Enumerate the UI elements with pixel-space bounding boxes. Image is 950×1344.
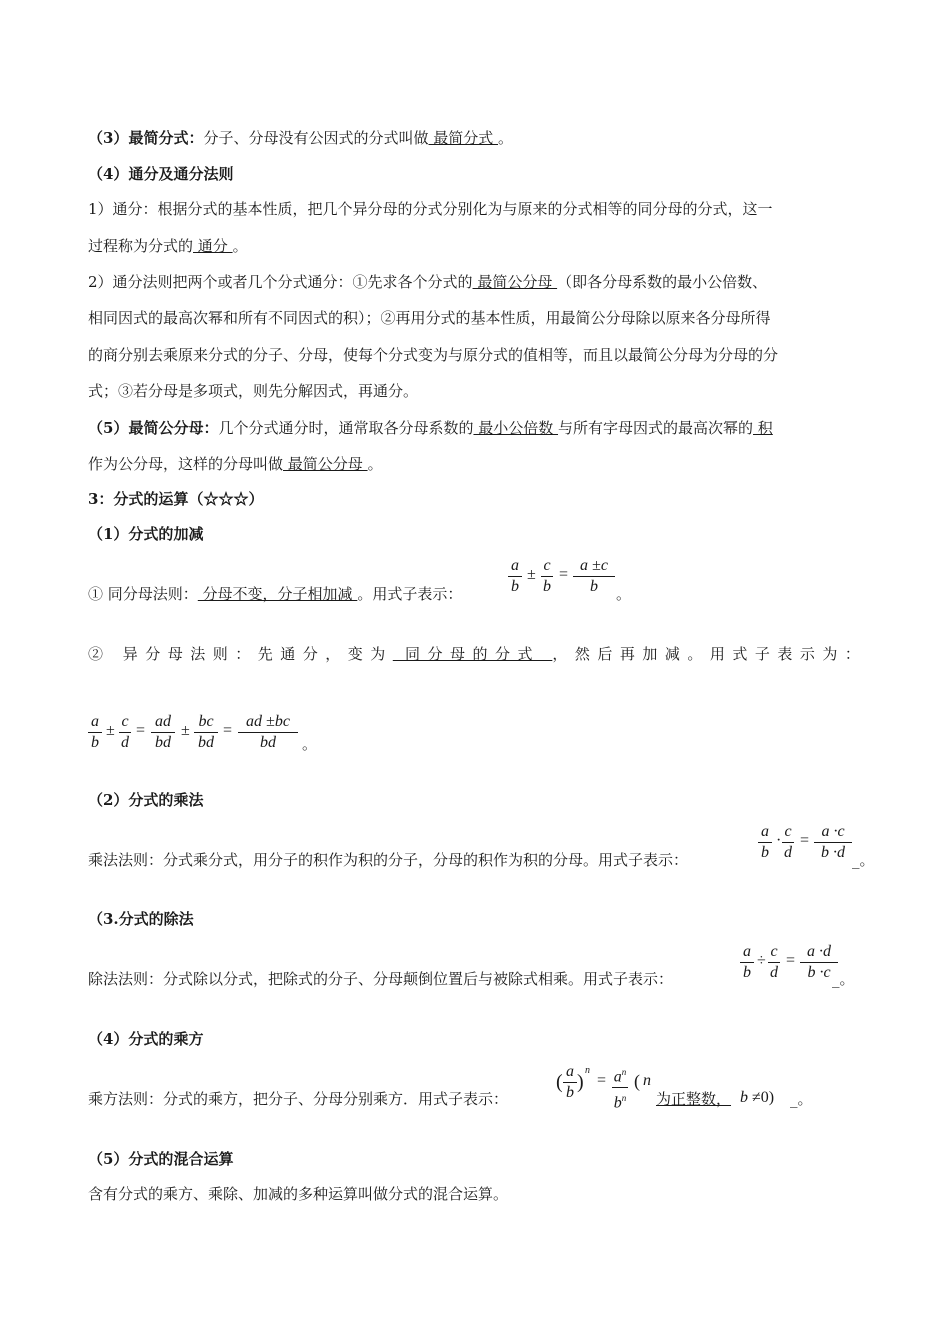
subsection-heading: （1）分式的加减: [88, 525, 204, 543]
paragraph-line: 式；③若分母是多项式，则先分解因式，再通分。: [88, 382, 419, 400]
answer-blank: 积: [753, 419, 773, 437]
paragraph-line: 的商分别去乘原来分式的分子、分母，使每个分式变为与原分式的值相等，而且以最简公分母为分母的分: [88, 346, 779, 364]
chapter-heading: 3：分式的运算（☆☆☆）: [88, 490, 264, 508]
punctuation: 。: [498, 129, 514, 147]
paragraph-line: [88, 236, 248, 256]
definition-text: 分子、分母没有公因式的分式叫做: [203, 129, 429, 147]
rule-division: 除法法则：分式除以分式，把除式的分子、分母颠倒位置后与被除式相乘。用式子表示：: [88, 970, 674, 988]
section-number: （3）: [88, 129, 129, 147]
definition-simplest-fraction: [88, 128, 513, 148]
answer-blank: 最小公倍数: [473, 419, 559, 437]
answer-blank: 最简公分母: [472, 273, 558, 291]
text: 过程称为分式的: [88, 237, 194, 255]
punctuation: _。: [790, 1090, 813, 1108]
text: ② 异分母法则：先通分，变为: [88, 645, 393, 663]
section-title: 通分及通分法则: [128, 165, 234, 183]
text: （即各分母系数的最小公倍数、: [557, 273, 768, 291]
paragraph-line: 相同因式的最高次幂和所有不同因式的积）；②再用分式的基本性质，用最简公分母除以原来各分母所得: [88, 309, 771, 327]
paragraph-line: [88, 454, 383, 474]
rule-multiplication: 乘法法则：分式乘分式，用分子的积作为积的分子，分母的积作为积的分母。用式子表示：: [88, 851, 689, 869]
answer-blank: 为正整数，: [656, 1090, 732, 1108]
punctuation: 。: [367, 455, 383, 473]
answer-blank: 最简分式: [428, 129, 499, 147]
rule-same-denominator: [88, 584, 462, 604]
section-number: （5）: [88, 419, 129, 437]
subsection-heading: （2）分式的乘法: [88, 791, 204, 809]
formula-power: ( a b ) n = $a^n$ $b^n$ ( n: [556, 1063, 651, 1112]
text: 几个分式通分时，通常取各分母系数的: [218, 419, 474, 437]
paragraph-line: [88, 272, 767, 292]
formula-multiplication: a b · c d = a ·c b ·d: [758, 823, 858, 873]
section-number: （4）: [88, 165, 129, 183]
text: 与所有字母因式的最高次幂的: [558, 419, 754, 437]
subsection-heading: （3.分式的除法: [88, 910, 194, 928]
text: 2）通分法则把两个或者几个分式通分：①先求各个分式的: [88, 273, 473, 291]
subsection-heading: （4）分式的乘方: [88, 1030, 204, 1048]
paragraph-line: 1）通分：根据分式的基本性质，把几个异分母的分式分别化为与原来的分式相等的同分母的分式，这一: [88, 200, 773, 218]
formula-same-denominator: a b ± c b = a ±c b: [508, 557, 628, 607]
term-title: 最简分式：: [128, 129, 204, 147]
definition-lcd: [88, 418, 773, 438]
punctuation: 。: [232, 237, 248, 255]
punctuation: _。: [832, 970, 855, 988]
punctuation: 。: [302, 735, 318, 753]
formula-division: a b ÷ c d = a ·d b ·c: [740, 943, 840, 993]
text: ，然后再加减。用式子表示为：: [552, 645, 868, 663]
answer-blank: 分母不变，分子相加减: [197, 585, 358, 603]
subsection-heading: （5）分式的混合运算: [88, 1150, 234, 1168]
formula-different-denominator: a b ± c d = ad bd ± bc bd = ad ±bc bd: [88, 713, 308, 763]
text: 。用式子表示：: [357, 585, 463, 603]
answer-blank: 同分母的分式: [392, 645, 553, 663]
paragraph-line: 含有分式的乘方、乘除、加减的多种运算叫做分式的混合运算。: [88, 1185, 509, 1203]
answer-blank: 通分: [193, 237, 233, 255]
text: ① 同分母法则：: [88, 585, 198, 603]
text: 作为公分母，这样的分母叫做: [88, 455, 284, 473]
term-title: 最简公分母：: [128, 419, 219, 437]
rule-different-denominator: [88, 644, 867, 664]
section-heading: [88, 164, 233, 184]
punctuation: _。: [852, 851, 875, 869]
rule-power: 乘方法则：分式的乘方，把分子、分母分别乘方．用式子表示：: [88, 1090, 509, 1108]
formula-power-condition: b ≠0): [740, 1089, 775, 1106]
punctuation: 。: [616, 585, 632, 603]
answer-blank: 最简公分母: [283, 455, 368, 473]
